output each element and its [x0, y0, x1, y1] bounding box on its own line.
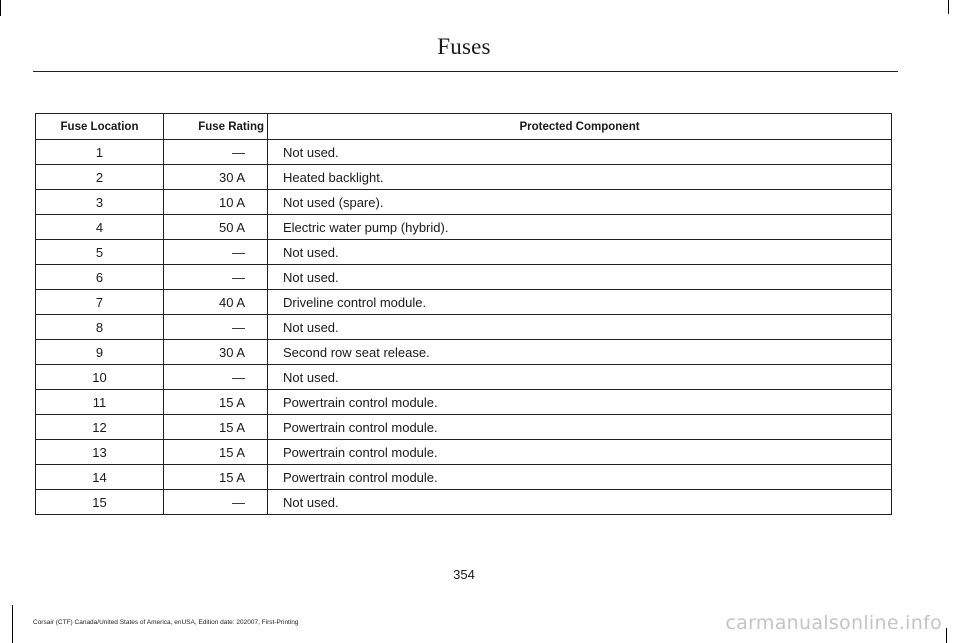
- header-fuse-location: Fuse Location: [36, 114, 164, 140]
- cell-fuse-location: 14: [36, 465, 164, 490]
- cell-fuse-rating: —: [164, 490, 268, 515]
- cell-fuse-rating: 40 A: [164, 290, 268, 315]
- cell-fuse-location: 10: [36, 365, 164, 390]
- cell-fuse-rating: —: [164, 265, 268, 290]
- cell-protected-component: Not used.: [268, 140, 892, 165]
- table-row: [36, 165, 892, 190]
- cell-fuse-rating: 50 A: [164, 215, 268, 240]
- cell-fuse-rating: 15 A: [164, 440, 268, 465]
- cell-fuse-rating: 10 A: [164, 190, 268, 215]
- cell-fuse-rating: 30 A: [164, 340, 268, 365]
- table-row: [36, 215, 892, 240]
- cell-fuse-rating: —: [164, 240, 268, 265]
- cell-protected-component: Driveline control module.: [268, 290, 892, 315]
- footer-text: Corsair (CTF) Canada/United States of America, enUSA, Edition date: 202007, First-Printing: [33, 619, 299, 626]
- crop-mark: [948, 0, 949, 14]
- cell-fuse-location: 8: [36, 315, 164, 340]
- cell-fuse-location: 15: [36, 490, 164, 515]
- cell-fuse-rating: 15 A: [164, 390, 268, 415]
- table-row: [36, 265, 892, 290]
- table-row: [36, 390, 892, 415]
- table-row: [36, 190, 892, 215]
- table-body: [36, 140, 892, 515]
- table-row: [36, 290, 892, 315]
- cell-fuse-location: 5: [36, 240, 164, 265]
- header-protected-component: Protected Component: [268, 114, 892, 140]
- cell-fuse-location: 9: [36, 340, 164, 365]
- cell-protected-component: Powertrain control module.: [268, 465, 892, 490]
- cell-protected-component: Not used.: [268, 265, 892, 290]
- cell-fuse-location: 13: [36, 440, 164, 465]
- cell-protected-component: Not used.: [268, 240, 892, 265]
- crop-mark: [946, 628, 947, 643]
- cell-fuse-rating: —: [164, 365, 268, 390]
- table-row: [36, 440, 892, 465]
- cell-fuse-rating: —: [164, 140, 268, 165]
- table-row: [36, 490, 892, 515]
- cell-fuse-rating: 15 A: [164, 465, 268, 490]
- cell-fuse-location: 3: [36, 190, 164, 215]
- page-title: Fuses: [437, 34, 491, 59]
- table-row: [36, 240, 892, 265]
- header-fuse-rating: Fuse Rating: [164, 114, 268, 140]
- table-row: [36, 365, 892, 390]
- cell-protected-component: Electric water pump (hybrid).: [268, 215, 892, 240]
- watermark: carmanualsonline.info: [725, 612, 942, 634]
- cell-protected-component: Not used.: [268, 490, 892, 515]
- table-header-row: [36, 114, 892, 140]
- fuse-table: [35, 113, 892, 515]
- title-divider: [33, 71, 898, 72]
- cell-fuse-location: 1: [36, 140, 164, 165]
- cell-fuse-location: 4: [36, 215, 164, 240]
- cell-protected-component: Powertrain control module.: [268, 440, 892, 465]
- cell-protected-component: Powertrain control module.: [268, 390, 892, 415]
- cell-protected-component: Heated backlight.: [268, 165, 892, 190]
- crop-mark: [12, 605, 13, 643]
- table-row: [36, 415, 892, 440]
- cell-fuse-location: 7: [36, 290, 164, 315]
- cell-protected-component: Powertrain control module.: [268, 415, 892, 440]
- table-row: [36, 465, 892, 490]
- cell-protected-component: Not used.: [268, 365, 892, 390]
- cell-fuse-location: 12: [36, 415, 164, 440]
- table-row: [36, 340, 892, 365]
- cell-protected-component: Not used (spare).: [268, 190, 892, 215]
- page-number: 354: [453, 567, 475, 582]
- cell-protected-component: Second row seat release.: [268, 340, 892, 365]
- table-row: [36, 140, 892, 165]
- cell-protected-component: Not used.: [268, 315, 892, 340]
- crop-mark: [0, 0, 1, 16]
- cell-fuse-rating: —: [164, 315, 268, 340]
- cell-fuse-location: 6: [36, 265, 164, 290]
- cell-fuse-location: 2: [36, 165, 164, 190]
- cell-fuse-rating: 15 A: [164, 415, 268, 440]
- cell-fuse-location: 11: [36, 390, 164, 415]
- cell-fuse-rating: 30 A: [164, 165, 268, 190]
- table-row: [36, 315, 892, 340]
